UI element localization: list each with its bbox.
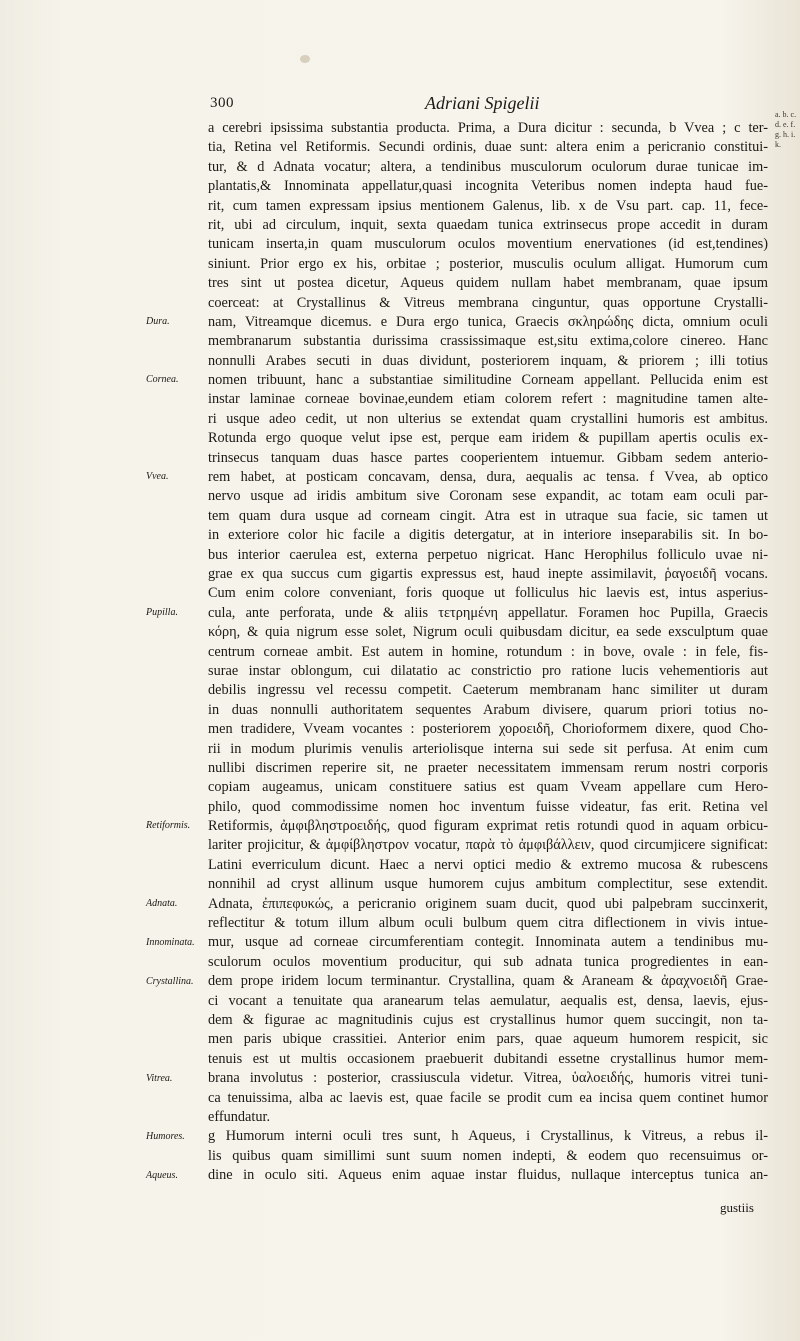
text-line: ci vocant a tenuitate qua aranearum telas aemulatur, aequalis est, densa, laevis, ejus-	[208, 992, 768, 1009]
margin-note: Retiformis.	[146, 820, 191, 832]
text-line: Rotunda ergo quoque velut ipse est, perque eam iridem & pupillam apertis oculis ex-	[208, 430, 768, 447]
text-line: brana involutus : posterior, crassiuscula videtur. Vitrea, ὑαλοειδής, humoris vitrei tuni-	[208, 1070, 768, 1087]
text-line: tres sint ut postea dicetur, Aqueus quidem nullam habet membranam, quae ipsum	[208, 275, 768, 292]
text-line: copiam augeamus, unicam constituere satius est quam Vveam appellare cum Hero-	[208, 779, 768, 796]
text-line: κόρη, & quia nigrum esse solet, Nigrum oculi quibusdam dicitur, ea sede exsculptum quae	[208, 624, 768, 641]
text-line: debilis ingressu vel recessu competit. Caeterum membranam hanc similiter ut duram	[208, 682, 768, 699]
text-line: surae instar oblongum, cui dilatatio ac constrictio pro ratione lucis vehementioris aut	[208, 662, 768, 679]
text-line: nonnihil ad cryst allinum usque humorem cujus ambitum complectitur, sese extendit.	[208, 876, 768, 893]
text-line: siniunt. Prior ergo ex his, orbitae ; posterior, musculis oculum alligat. Humorum cum	[208, 255, 768, 272]
text-line: mur, usque ad corneae circumferentiam contegit. Innominata autem a tendinibus mu-	[208, 934, 768, 951]
text-line: sculorum oculos moventium producitur, qui sub adnata tunica progredientes in ean-	[208, 953, 768, 970]
page-number: 300	[210, 95, 234, 111]
text-line: nam, Vitreamque dicemus. e Dura ergo tunica, Graecis σκληρώδης dicta, omnium oculi	[208, 313, 768, 330]
text-line: nervo usque ad iridis ambitum sive Coronam sese expandit, ac totam eam oculi par-	[208, 488, 768, 505]
text-line: dem & figurae ac magnitudinis cujus est crystallinus humor quem succingit, non ta-	[208, 1011, 768, 1028]
text-line: dine in oculo siti. Aqueus enim aquae instar fluidus, nullaque interceptus tunica an-	[208, 1167, 768, 1184]
running-title: Adriani Spigelii	[425, 93, 540, 113]
text-line: cula, ante perforata, unde & aliis τετρημένη appellatur. Foramen hoc Pupilla, Graecis	[208, 604, 768, 621]
text-line: tem quam dura usque ad corneam cingit. Atra est in utraque sua facie, sic tamen ut	[208, 507, 768, 524]
text-line: lis quibus quam simillimi sunt suum nomen indepti, & eodem quo recensuimus or-	[208, 1147, 768, 1164]
text-line: in exteriore color hic facile a digitis detergatur, at in interiore inseparabilis sit. In bo-	[208, 527, 768, 544]
text-line: dem prope iridem locum terminantur. Crystallina, quam & Araneam & ἀραχνοειδῆ Grae-	[208, 973, 768, 990]
text-line: Adnata, ἐπιπεφυκώς, a pericranio originem suam ducit, quod ubi palpebram succinxerit,	[208, 895, 768, 912]
text-line: men paris ubique crassitiei. Anterior enim pars, quae aqueum humorem respicit, sic	[208, 1031, 768, 1048]
text-line: g Humorum interni oculi tres sunt, h Aqueus, i Crystallinus, k Vitreus, a rebus il-	[208, 1128, 768, 1145]
margin-note: Aqueus.	[146, 1169, 178, 1181]
text-line: effundatur.	[208, 1108, 271, 1125]
text-line: bus interior caerulea est, externa perpetuo nigricat. Hanc Herophilus folliculo uvae ni-	[208, 546, 768, 563]
margin-note: Pupilla.	[146, 607, 178, 618]
margin-note: Dura.	[146, 316, 170, 327]
text-line: rii in modum plurimis venulis arteriolisque interna sui sede sit perfusa. At enim cum	[208, 740, 768, 757]
text-line: in duas nonnulli authoritatem sequentes Arabum divisere, quarum priori totius no-	[208, 701, 768, 718]
text-line: tunicam inserta,in quam musculorum oculos moventium enervationes (id est,tendines)	[208, 236, 768, 253]
page-header	[210, 95, 770, 117]
catchword: gustiis	[720, 1200, 754, 1215]
text-line: tur, & d Adnata vocatur; altera, a tendinibus musculorum oculorum durae tunicae im-	[208, 158, 768, 175]
right-margin-references: a. b. c. d. e. f. g. h. i. k.	[775, 110, 797, 149]
margin-notes	[0, 0, 200, 1341]
margin-note: Innominata.	[146, 936, 195, 948]
text-line: plantatis,& Innominata appellatur,quasi incognita Veteribus nomen indepta haud fue-	[208, 178, 768, 195]
text-line: ca tenuissima, alba ac laevis est, quae facile se prodit cum ea incisa quem continet humor	[208, 1089, 768, 1106]
text-line: tia, Retina vel Retiformis. Secundi ordinis, duae sunt: altera enim a pericranio constitui-	[208, 139, 768, 156]
ink-spot	[300, 55, 310, 63]
margin-note: Cornea.	[146, 374, 179, 386]
text-line: nullibi discrimen reperire sit, ne praeter necessitatem immensam rerum nostri corporis	[208, 759, 768, 776]
text-line: Retiformis, ἀμφιβληστροειδής, quod figuram exprimat retis rotundi quod in aquam orbicu-	[208, 818, 768, 835]
text-line: grae ex qua succus cum gigartis expressus est, haud inepte assimilavit, ῥαγοειδῆ vocans.	[208, 565, 768, 582]
text-line: rem habet, at posticam concavam, densa, dura, aequalis ac tensa. f Vvea, ab optico	[208, 469, 768, 486]
margin-note: Humores.	[146, 1130, 185, 1142]
text-line: Latini everriculum dicunt. Haec a nervi optici medio & extremo mucosa & rubescens	[208, 856, 768, 873]
margin-note: Vitrea.	[146, 1072, 173, 1084]
margin-note: Vvea.	[146, 471, 169, 483]
text-line: philo, quod commodissime nomen hoc inventum fuisse videatur, fas erit. Retina vel	[208, 798, 768, 815]
text-line: men tradidere, Vveam vocantes : posteriorem χοροειδῆ, Chorioformem dixere, quod Cho-	[208, 721, 768, 738]
text-line: nonnulli Arabes secuti in duas dividunt, posteriorem inquam, & priorem ; illi totius	[208, 352, 768, 369]
text-line: lariter projicitur, & ἀμφίβληστρον vocatur, παρὰ τὸ ἀμφιβάλλειν, quod circumjicere significat:	[208, 837, 768, 854]
text-line: Cum enim colore conveniant, foris quoque ut folliculus hic laevis est, intus asperius-	[208, 585, 768, 602]
text-line: coerceat: at Crystallinus & Vitreus membrana cinguntur, quas opportune Crystalli-	[208, 294, 768, 311]
text-line: tenuis est ut multis occasionem praebuerit dubitandi essetne crystallinus humor mem-	[208, 1050, 768, 1067]
margin-note: Crystallina.	[146, 975, 194, 987]
text-line: ri usque adeo cedit, ut non ulterius se extendat quam crystallini humoris est ambitus.	[208, 410, 768, 427]
text-line: rit, ubi ad circulum, inquit, sexta quaedam tunica extrinsecus prope accedit in duram	[208, 216, 768, 233]
margin-note: Adnata.	[146, 898, 178, 909]
text-line: membranarum substantia durissima crassissimaque est,situ extima,colore cinereo. Hanc	[208, 333, 768, 350]
text-line: centrum corneae ambit. Est autem in homine, rotundum : in bove, ovale : in fele, fis-	[208, 643, 768, 660]
text-line: a cerebri ipsissima substantia producta. Prima, a Dura dicitur : secunda, b Vvea ; c ter-	[208, 120, 768, 136]
text-line: instar laminae corneae bovinae,eundem etiam colorem refert : magnitudine tamen alte-	[208, 391, 768, 408]
body-text	[208, 119, 768, 1185]
text-line: reflectitur & totum illum album oculi bulbum quem citra diflectionem in vivis intue-	[208, 915, 768, 932]
text-line: rit, cum tamen expressam ipsius mentionem Galenus, lib. x de Vsu part. cap. 11, fece-	[208, 197, 768, 214]
text-line: nomen tribuunt, hanc a substantiae similitudine Corneam appellant. Pellucida enim est	[208, 372, 768, 389]
text-line: trinsecus tanquam duas hasce partes cooperientem intuemur. Gibbam sedem anterio-	[208, 449, 768, 466]
